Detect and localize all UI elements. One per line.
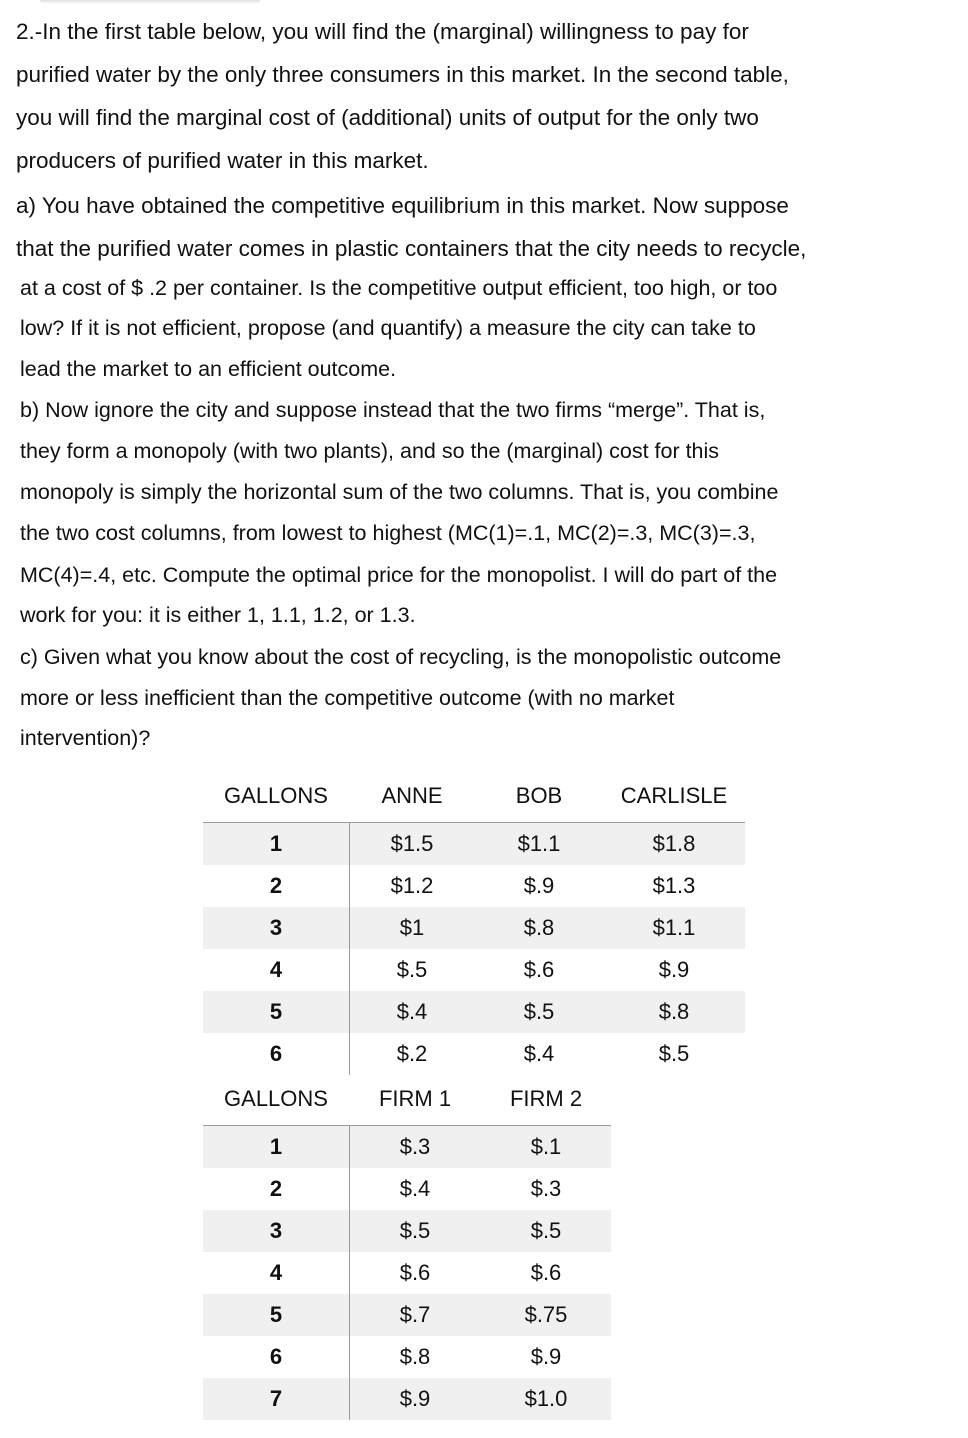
bob-cell: $.9 bbox=[523, 873, 555, 898]
cost-header-firm1: FIRM 1 bbox=[378, 1086, 452, 1111]
gallons-cell: 4 bbox=[269, 957, 283, 982]
firm2-cell: $.6 bbox=[530, 1260, 562, 1285]
carlisle-cell: $.5 bbox=[658, 1041, 690, 1066]
anne-cell: $.4 bbox=[396, 999, 428, 1024]
table-row bbox=[203, 1336, 611, 1378]
part-a-line: a) You have obtained the competitive equilibrium in this market. Now suppose bbox=[16, 193, 789, 218]
anne-cell: $.2 bbox=[396, 1041, 428, 1066]
table-row bbox=[203, 949, 745, 991]
gallons-cell: 2 bbox=[269, 1176, 283, 1201]
cost-column-divider bbox=[349, 1126, 350, 1420]
table-row bbox=[203, 1210, 611, 1252]
table-row bbox=[203, 991, 745, 1033]
bob-cell: $1.1 bbox=[517, 831, 561, 856]
anne-cell: $.5 bbox=[396, 957, 428, 982]
gallons-cell: 3 bbox=[269, 915, 283, 940]
part-a-line: at a cost of $ .2 per container. Is the competitive output efficient, too high, or too bbox=[20, 276, 778, 300]
carlisle-cell: $.9 bbox=[658, 957, 690, 982]
part-a-line: low? If it is not efficient, propose (and quantify) a measure the city can take to bbox=[20, 316, 756, 340]
table-row bbox=[203, 823, 745, 865]
cost-header-firm2: FIRM 2 bbox=[509, 1086, 583, 1111]
firm2-cell: $.9 bbox=[530, 1344, 562, 1369]
firm2-cell: $.75 bbox=[524, 1302, 568, 1327]
anne-cell: $1 bbox=[399, 915, 425, 940]
bob-cell: $.6 bbox=[523, 957, 555, 982]
table-row bbox=[203, 907, 745, 949]
firm2-cell: $.1 bbox=[530, 1134, 562, 1159]
gallons-cell: 6 bbox=[269, 1041, 283, 1066]
gallons-cell: 5 bbox=[269, 999, 283, 1024]
firm1-cell: $.7 bbox=[399, 1302, 431, 1327]
part-b-line: the two cost columns, from lowest to highest (MC(1)=.1, MC(2)=.3, MC(3)=.3, bbox=[20, 521, 756, 545]
gallons-cell: 1 bbox=[269, 1134, 283, 1159]
carlisle-cell: $1.1 bbox=[652, 915, 696, 940]
gallons-cell: 7 bbox=[269, 1386, 283, 1411]
firm1-cell: $.9 bbox=[399, 1386, 431, 1411]
wtp-header-gallons: GALLONS bbox=[224, 783, 328, 808]
table-row bbox=[203, 1168, 611, 1210]
bob-cell: $.5 bbox=[523, 999, 555, 1024]
question-line: producers of purified water in this market. bbox=[16, 148, 429, 173]
firm1-cell: $.8 bbox=[399, 1344, 431, 1369]
firm1-cell: $.3 bbox=[399, 1134, 431, 1159]
table-row bbox=[203, 1378, 611, 1420]
gallons-cell: 5 bbox=[269, 1302, 283, 1327]
question-line: you will find the marginal cost of (additional) units of output for the only two bbox=[16, 105, 759, 130]
gallons-cell: 4 bbox=[269, 1260, 283, 1285]
firm1-cell: $.6 bbox=[399, 1260, 431, 1285]
wtp-header-anne: ANNE bbox=[381, 783, 443, 808]
part-c-line: c) Given what you know about the cost of recycling, is the monopolistic outcome bbox=[20, 645, 782, 669]
firm1-cell: $.4 bbox=[399, 1176, 431, 1201]
wtp-header-bob: BOB bbox=[515, 783, 563, 808]
table-row bbox=[203, 1294, 611, 1336]
question-line: purified water by the only three consumers in this market. In the second table, bbox=[16, 62, 789, 87]
gallons-cell: 2 bbox=[269, 873, 283, 898]
part-c-line: intervention)? bbox=[20, 726, 151, 750]
table-row bbox=[203, 865, 745, 907]
bob-cell: $.4 bbox=[523, 1041, 555, 1066]
part-a-line: that the purified water comes in plastic containers that the city needs to recycle, bbox=[16, 236, 807, 261]
wtp-column-divider bbox=[349, 823, 350, 1075]
part-b-line: MC(4)=.4, etc. Compute the optimal price for the monopolist. I will do part of the bbox=[20, 563, 778, 587]
wtp-header-carlisle: CARLISLE bbox=[620, 783, 728, 808]
anne-cell: $1.5 bbox=[390, 831, 434, 856]
carlisle-cell: $.8 bbox=[658, 999, 690, 1024]
firm2-cell: $.3 bbox=[530, 1176, 562, 1201]
top-shadow bbox=[40, 0, 260, 4]
bob-cell: $.8 bbox=[523, 915, 555, 940]
anne-cell: $1.2 bbox=[390, 873, 434, 898]
firm2-cell: $1.0 bbox=[524, 1386, 568, 1411]
part-b-line: monopoly is simply the horizontal sum of the two columns. That is, you combine bbox=[20, 480, 779, 504]
part-b-line: b) Now ignore the city and suppose instead that the two firms “merge”. That is, bbox=[20, 398, 766, 422]
part-c-line: more or less inefficient than the competitive outcome (with no market bbox=[20, 686, 675, 710]
gallons-cell: 3 bbox=[269, 1218, 283, 1243]
gallons-cell: 1 bbox=[269, 831, 283, 856]
firm1-cell: $.5 bbox=[399, 1218, 431, 1243]
part-b-line: work for you: it is either 1, 1.1, 1.2, or 1.3. bbox=[20, 603, 416, 627]
gallons-cell: 6 bbox=[269, 1344, 283, 1369]
question-line: 2.-In the first table below, you will find the (marginal) willingness to pay for bbox=[16, 19, 749, 44]
carlisle-cell: $1.8 bbox=[652, 831, 696, 856]
table-row bbox=[203, 1126, 611, 1168]
firm2-cell: $.5 bbox=[530, 1218, 562, 1243]
part-a-line: lead the market to an efficient outcome. bbox=[20, 357, 397, 381]
table-row bbox=[203, 1033, 745, 1075]
table-row bbox=[203, 1252, 611, 1294]
part-b-line: they form a monopoly (with two plants), and so the (marginal) cost for this bbox=[20, 439, 720, 463]
cost-header-gallons: GALLONS bbox=[224, 1086, 328, 1111]
carlisle-cell: $1.3 bbox=[652, 873, 696, 898]
